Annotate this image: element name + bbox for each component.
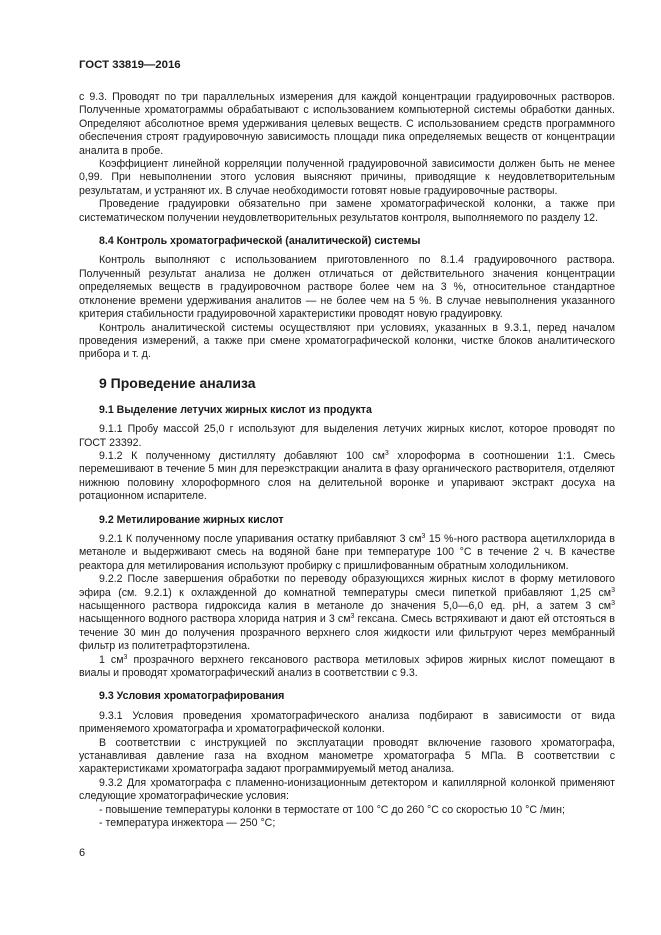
text-9-2-1-b: 15 %-ного раствора ацетилхлорида в метаноле и выдерживают смесь на водяной бане при температуре 100 °С в течение 2 ч. В качестве реактора для метилирования используют пробирку с пришлифованным обратным холодильником. [79,532,615,572]
paragraph-9-3-1-b: В соответствии с инструкцией по эксплуатации проводят включение газового хроматографа, устанавливая давление газа на входном манометре хроматографа 5 МПа. В соответствии с характеристиками хроматографа задают программируемый метод анализа. [79,736,615,776]
list-item: - температура инжектора — 250 °С; [99,817,276,830]
text-9-2-3-a: 1 см [99,653,124,666]
text-9-2-2-c: насыщенного водного раствора хлорида натрия и 3 см [79,613,351,626]
superscript-3: 3 [384,449,389,457]
heading-8-4: 8.4 Контроль хроматографической (аналитической) системы [99,235,421,248]
heading-9-2: 9.2 Метилирование жирных кислот [99,513,284,526]
heading-section-9: 9 Проведение анализа [99,374,256,391]
text-9-1-2-b: хлороформа в соотношении 1:1. Смесь перемешивают в течение 5 мин для переэкстракции аналита в фазу органического растворителя, отделяют нижнюю половину хлороформного слоя на делительной воронке и упаривают экстракт досуха на ротационном испарителе. [79,449,615,503]
superscript-3: 3 [611,600,615,607]
paragraph-9-2-3 [79,654,615,681]
superscript-3: 3 [123,653,128,661]
paragraph-8-4-b: Контроль аналитической системы осуществляют при условиях, указанных в 9.3.1, перед началом проведения измерений, а также при смене хроматографической колонки, чистке блоков аналитического прибора и т. д. [79,321,615,361]
page-number: 6 [79,847,86,859]
heading-9-1: 9.1 Выделение летучих жирных кислот из продукта [99,403,372,416]
text-9-2-2-d: гексана. Смесь встряхивают и дают ей отстояться в течение 30 мин до получения прозрачного верхнего слоя жидкости или фильтруют через мембранный фильтр из политетрафторэтилена. [79,613,615,653]
paragraph-9-3-1: 9.3.1 Условия проведения хроматографического анализа подбирают в зависимости от вида применяемого хроматографа и хроматографической колонки. [79,709,615,736]
text-9-2-3-b: прозрачного верхнего гексанового раствора метиловых эфиров жирных кислот помещают в виалы и проводят хроматографический анализ в соответствии с 9.3. [79,653,615,680]
paragraph-9-1-2 [79,450,615,504]
paragraph-8-3-mandatory: Проведение градуировки обязательно при замене хроматографической колонки, а также при систематическом получении неудовлетворительных результатов контроля, выполняемого по разделу 12. [79,198,615,224]
superscript-3: 3 [421,532,426,540]
paragraph-8-3-correlation: Коэффициент линейной корреляции полученной градуировочной зависимости должен быть не менее 0,99. При невыполнении этого условия выясняют причины, приводящие к неудовлетворительным результатам, и устраняют их. В случае необходимости готовят новые градуировочные растворы. [79,158,615,197]
superscript-3: 3 [611,586,615,594]
paragraph-9-3-2: 9.3.2 Для хроматографа с пламенно-ионизационным детектором и капиллярной колонкой применяют следующие хроматографические условия: [79,776,615,803]
text-9-2-2-b: насыщенного раствора гидроксида калия в метаноле до значения 5,0—6,0 ед. рН, а затем 3 см [79,600,612,612]
paragraph-9-2-2 [79,573,615,653]
heading-9-3: 9.3 Условия хроматографирования [99,690,285,703]
paragraph-9-2-1 [79,533,615,573]
text-9-2-1-a: 9.2.1 К полученному после упаривания остатку прибавляют 3 см [99,532,422,545]
conditions-list [79,804,615,831]
document-header: ГОСТ 33819—2016 [79,59,181,71]
text-9-2-2-a: 9.2.2 После завершения обработки по переводу образующихся жирных кислот в форму метилового эфира (см. 9.2.1) к охлажденной до комнатной температуры смеси пипеткой прибавляют 1,25 см [79,573,615,599]
superscript-3: 3 [350,613,355,621]
paragraph-8-3-continuation: с 9.3. Проводят по три параллельных измерения для каждой концентрации градуировочных растворов. Полученные хроматограммы обрабатывают с использованием компьютерной системы обработки данных. Определяют абсолютное время удерживания целевых веществ. С использованием средств программного обеспечения строят градуировочную зависимость площади пика определяемых веществ от концентрации аналита в пробе. [79,91,615,157]
list-item: - повышение температуры колонки в термостате от 100 °С до 260 °С со скоростью 10 °С /мин; [99,803,565,816]
text-9-1-2-a: 9.1.2 К полученному дистилляту добавляют 100 см [99,449,385,462]
paragraph-8-4-a: Контроль выполняют с использованием приготовленного по 8.1.4 градуировочного раствора. Полученный результат анализа не должен отличаться от действительного значения концентрации определяемых веществ в градуировочном растворе более чем на 3 %, относительное стандартное отклонение времени удерживания аналитов — не более чем на 5 %. В случае невыполнения указанного критерия стабильности градуировочной характеристики проводят новую градуировку. [79,254,615,321]
paragraph-9-1-1: 9.1.1 Пробу массой 25,0 г используют для выделения летучих жирных кислот, которое проводят по ГОСТ 23392. [79,423,615,449]
page-content [79,58,615,831]
